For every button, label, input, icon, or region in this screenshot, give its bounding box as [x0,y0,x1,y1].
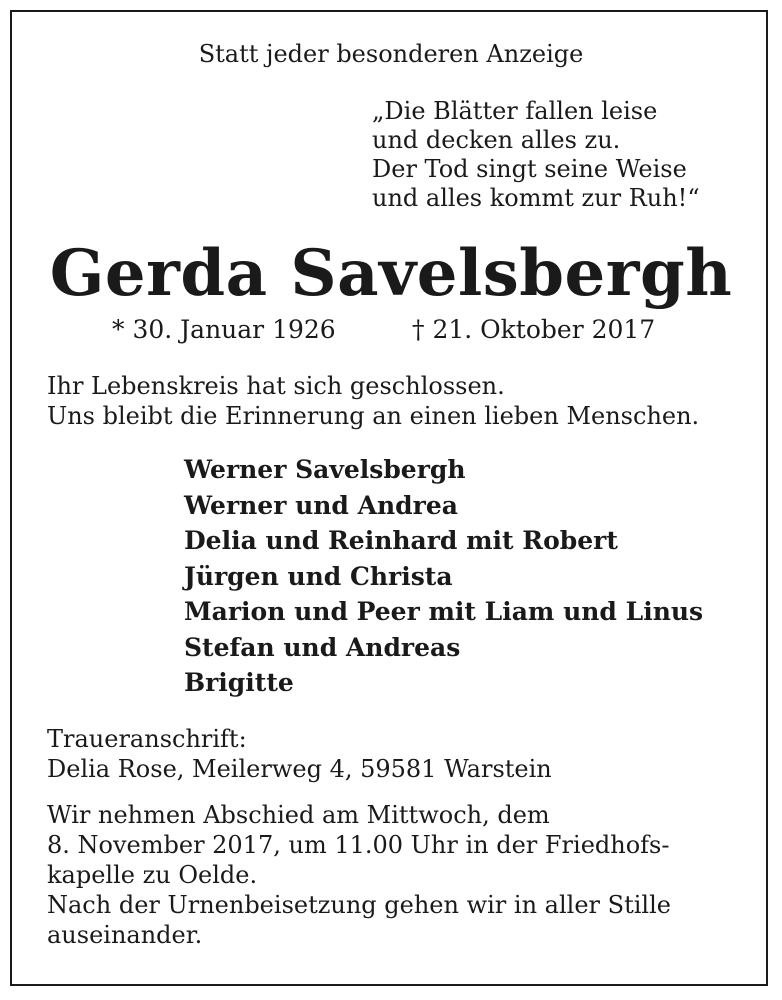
family-member: Werner und Andrea [184,490,458,520]
address-value: Delia Rose, Meilerweg 4, 59581 Warstein [47,755,552,783]
birth-date: * 30. Januar 1926 [112,315,336,344]
intro-text [47,371,699,431]
intro-line: Ihr Lebenskreis hat sich geschlossen. [47,372,505,400]
intro-line: Uns bleibt die Erinnerung an einen lieben Menschen. [47,402,700,430]
notice-header: Statt jeder besonderen Anzeige [198,40,584,68]
farewell-line: Wir nehmen Abschied am Mittwoch, dem [47,801,550,829]
mourning-address [47,724,552,784]
family-member: Stefan und Andreas [184,632,461,662]
verse-line: und decken alles zu. [372,126,621,154]
farewell-line: Nach der Urnenbeisetzung gehen wir in aller Stille [47,891,671,919]
family-member: Werner Savelsbergh [184,455,466,484]
farewell-line: kapelle zu Oelde. [47,861,258,889]
family-list [184,452,703,701]
family-member: Delia und Reinhard mit Robert [184,526,618,555]
deceased-name: Gerda Savelsbergh [49,236,733,311]
verse-quote [372,97,700,213]
verse-line: „Die Blätter fallen leise [372,97,658,125]
family-member: Brigitte [184,668,294,697]
address-label: Traueranschrift: [47,725,247,753]
verse-line: Der Tod singt seine Weise [372,155,687,183]
death-date: † 21. Oktober 2017 [412,315,656,344]
farewell-text [47,800,671,950]
verse-line: und alles kommt zur Ruh!“ [372,184,700,212]
farewell-line: auseinander. [47,921,203,949]
family-member: Marion und Peer mit Liam und Linus [184,597,704,626]
family-member: Jürgen und Christa [184,561,453,591]
farewell-line: 8. November 2017, um 11.00 Uhr in der Friedhofs- [47,831,670,859]
